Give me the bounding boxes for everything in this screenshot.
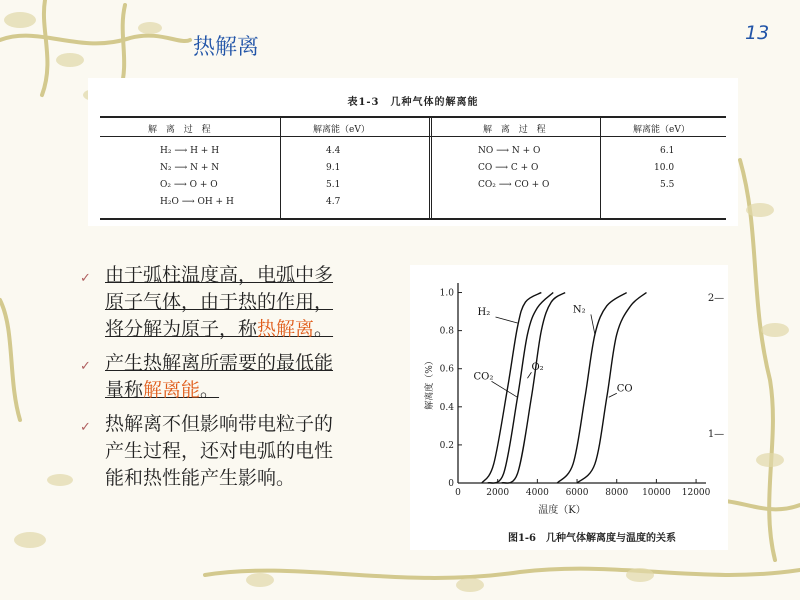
bullet-text: 热解离不但影响带电粒子的产生过程，还对电弧的电性能和热性能产生影响。 <box>105 413 334 489</box>
table-col-divider <box>280 116 281 218</box>
bullet-text: 由于弧柱温度高，电弧中多原子气体，由于热的作用，将分解为原子，称热解离。 <box>105 264 334 340</box>
x-tick-label: 8000 <box>605 488 629 498</box>
series-label-leader <box>492 381 518 397</box>
table-header-cell: 解离能（eV） <box>633 125 690 135</box>
x-tick-label: 6000 <box>565 488 589 498</box>
table-cell-energy: 4.4 <box>326 146 341 156</box>
x-tick-label: 0 <box>455 488 461 498</box>
x-tick-label: 4000 <box>525 488 549 498</box>
table-cell-process: H₂ ⟶ H + H <box>160 146 220 156</box>
table-center-divider <box>431 116 432 218</box>
bullet-item <box>80 411 350 492</box>
dissociation-chart <box>410 265 728 550</box>
table-header-cell: 解离能（eV） <box>313 125 370 135</box>
y-tick-label: 0.4 <box>439 402 454 413</box>
page-number: 13 <box>745 22 770 44</box>
right-axis-tick-label: 2— <box>707 293 725 304</box>
highlight-term: 解离能 <box>143 379 201 401</box>
table-header-cell: 解 离 过 程 <box>483 125 549 135</box>
table-cell-process: CO ⟶ C + O <box>478 163 539 173</box>
table-cell-energy: 10.0 <box>654 163 675 173</box>
bullet-item <box>80 350 350 404</box>
table-cell-energy: 6.1 <box>660 146 675 156</box>
table-header-cell: 解 离 过 程 <box>148 125 214 135</box>
highlight-term: 热解离 <box>257 318 315 340</box>
table-header-rule <box>100 136 726 137</box>
table-caption: 表1-3 几种气体的解离能 <box>347 97 479 108</box>
table-cell-process: CO₂ ⟶ CO + O <box>478 180 550 190</box>
bullet-item <box>80 262 350 343</box>
series-label-leader <box>496 317 518 323</box>
x-tick-label: 10000 <box>642 488 671 498</box>
y-tick-label: 0.6 <box>439 364 454 375</box>
chart-svg <box>410 265 728 550</box>
series-label: CO <box>616 383 633 395</box>
slide-title: 热解离 <box>193 35 260 60</box>
chart-title: 图1-6 几种气体解离度与温度的关系 <box>507 533 677 544</box>
table-cell-process: O₂ ⟶ O + O <box>160 180 218 190</box>
table-cell-energy: 5.1 <box>326 180 341 190</box>
table-bottom-rule <box>100 218 726 220</box>
y-tick-label: 0 <box>448 479 454 489</box>
y-tick-label: 1.0 <box>439 288 454 299</box>
table-cell-process: NO ⟶ N + O <box>478 146 541 156</box>
check-icon: ✓ <box>80 271 91 286</box>
x-axis-label: 温度（K） <box>538 505 586 516</box>
table-cell-energy: 5.5 <box>660 180 675 190</box>
table-cell-process: N₂ ⟶ N + N <box>160 163 220 173</box>
y-axis-label: 解离度（%） <box>425 356 435 410</box>
bullet-list <box>80 262 350 499</box>
y-tick-label: 0.8 <box>439 326 454 337</box>
right-axis-tick-label: 1— <box>707 429 725 440</box>
dissociation-energy-table <box>88 78 738 226</box>
y-tick-label: 0.2 <box>439 440 454 451</box>
series-label-leader <box>609 393 617 397</box>
series-label: H₂ <box>477 307 491 318</box>
table-col-divider <box>600 116 601 218</box>
table-cell-energy: 9.1 <box>326 163 341 173</box>
series-label: CO₂ <box>473 371 494 383</box>
series-label: O₂ <box>531 362 544 374</box>
check-icon: ✓ <box>80 359 91 374</box>
x-tick-label: 12000 <box>681 488 711 498</box>
series-label: N₂ <box>572 304 586 316</box>
x-tick-label: 2000 <box>486 488 510 498</box>
series-line-CO <box>577 293 646 483</box>
table-center-divider <box>429 116 430 218</box>
check-icon: ✓ <box>80 420 91 435</box>
series-label-leader <box>591 314 595 334</box>
table-top-rule <box>100 116 726 118</box>
table-cell-process: H₂O ⟶ OH + H <box>160 197 234 207</box>
bullet-text: 产生热解离所需要的最低能量称解离能。 <box>105 352 334 401</box>
table-cell-energy: 4.7 <box>326 197 341 207</box>
